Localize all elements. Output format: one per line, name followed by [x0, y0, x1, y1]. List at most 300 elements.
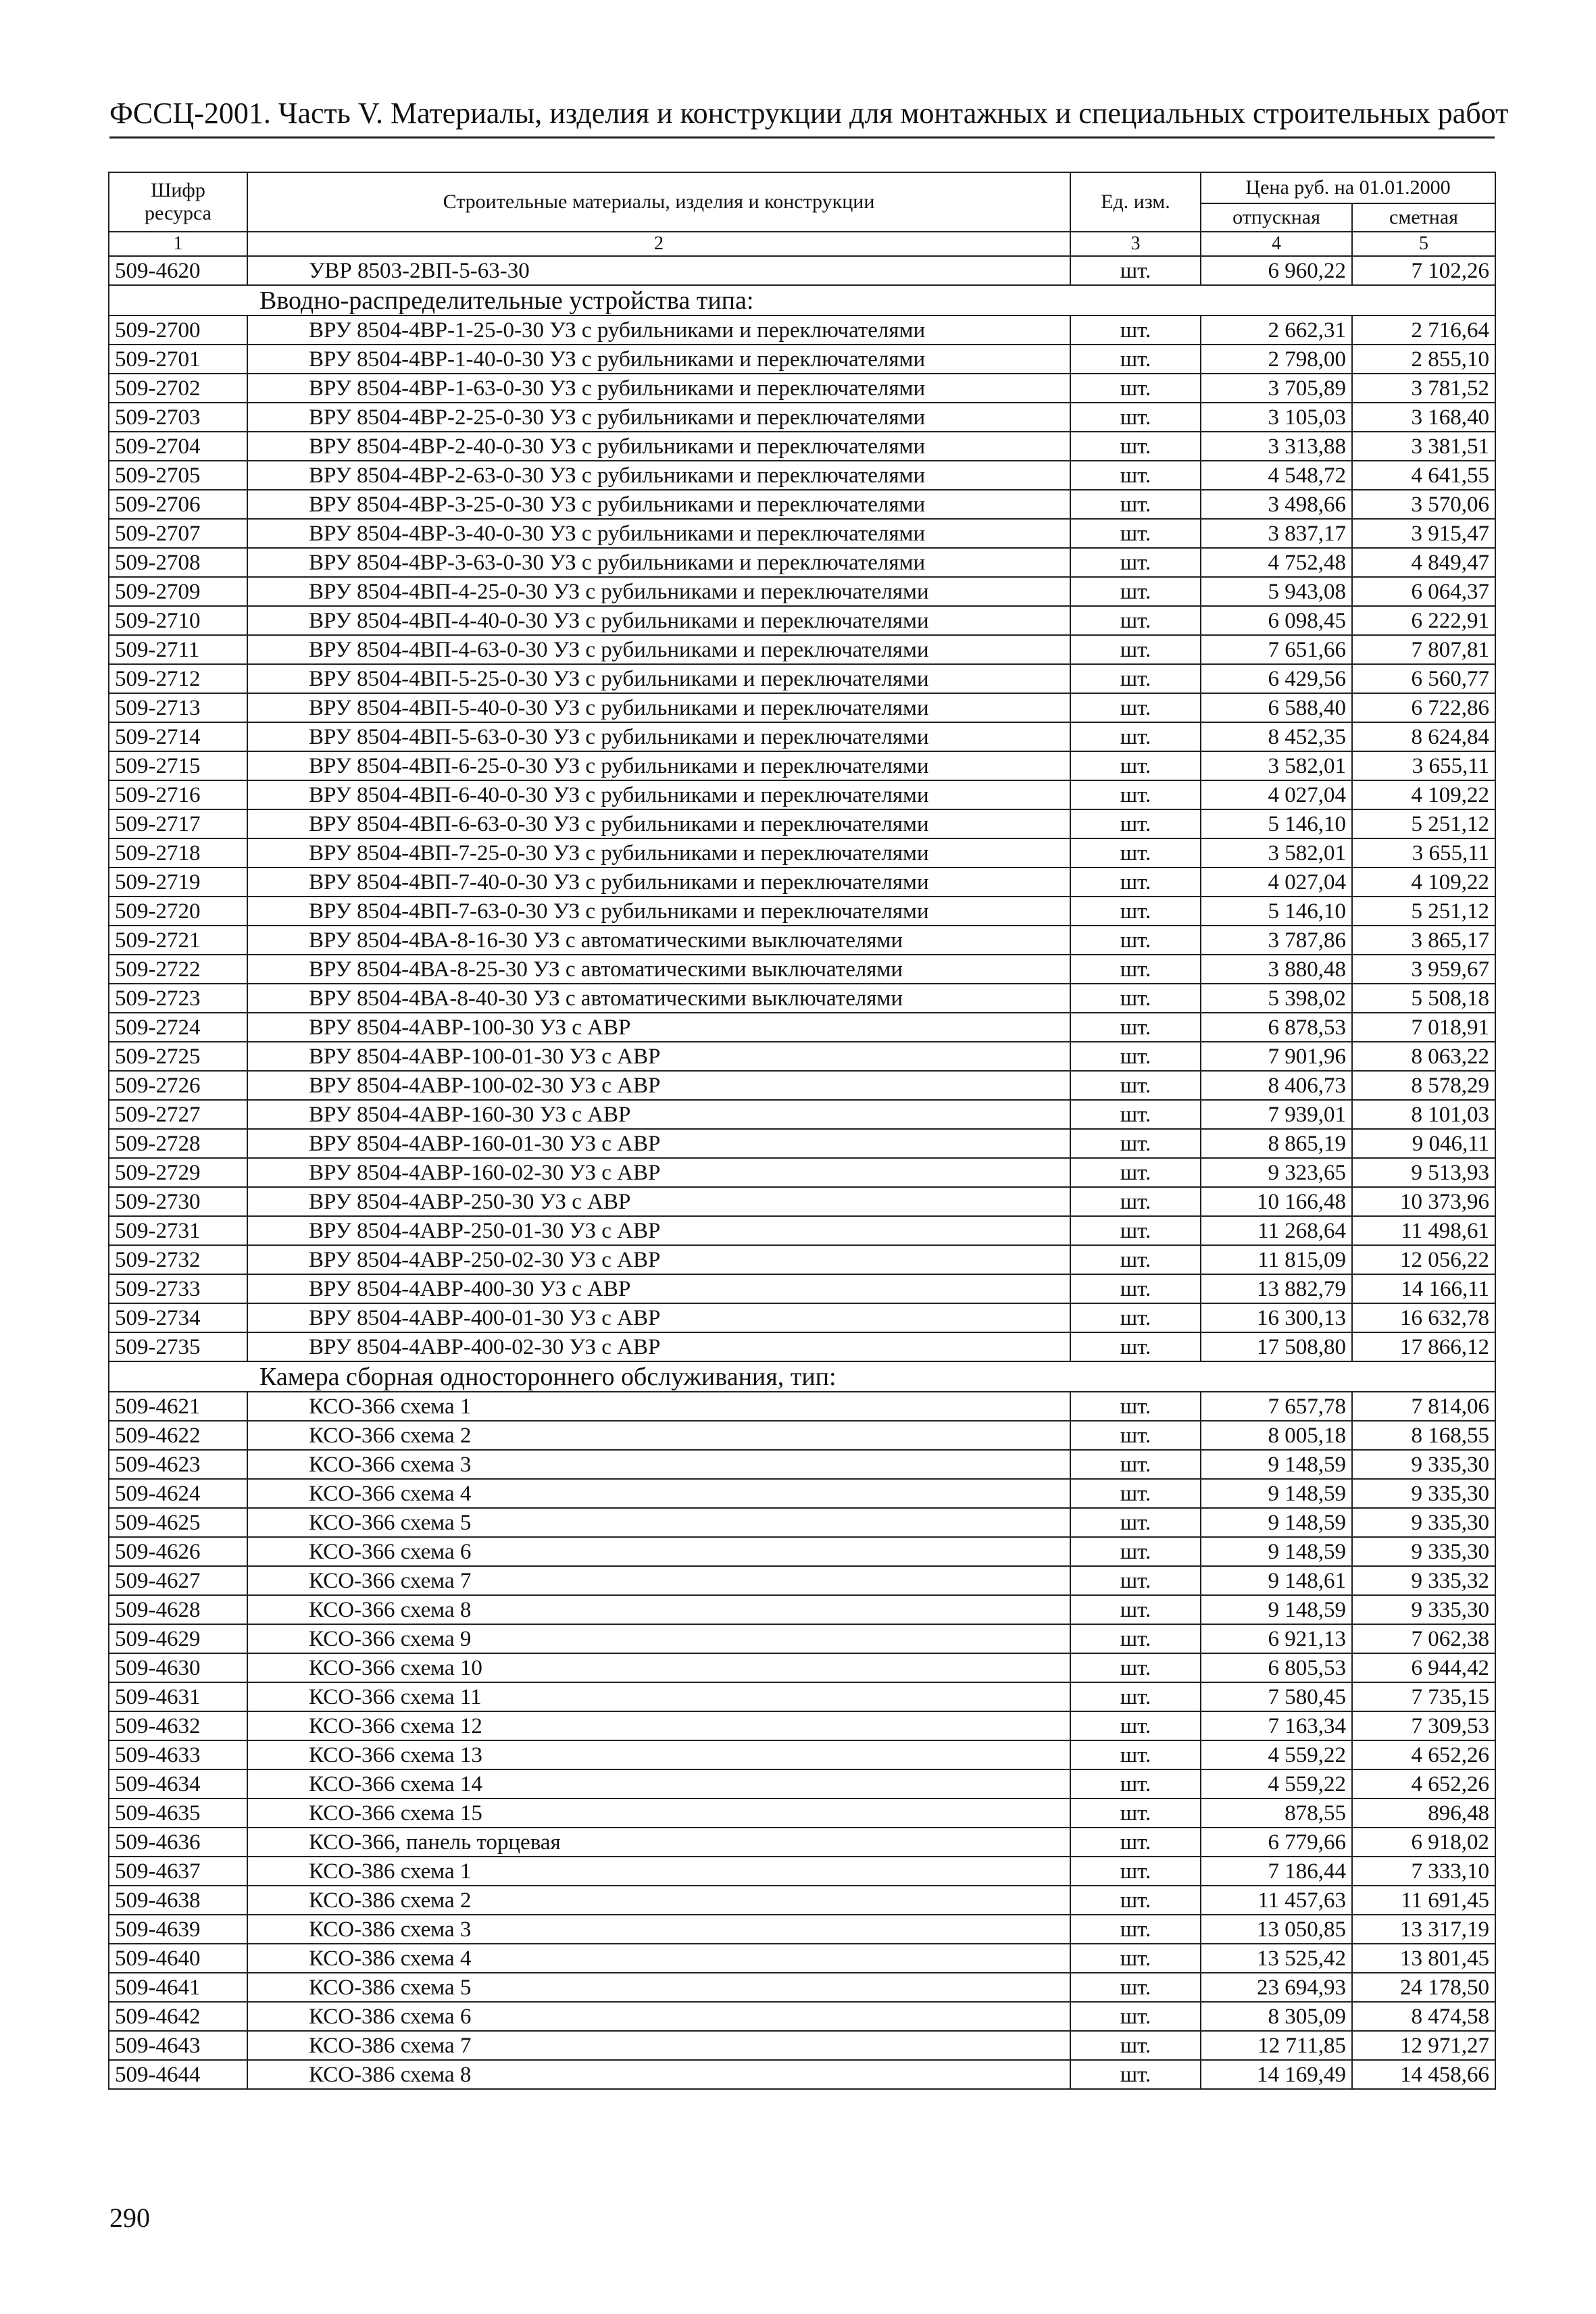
- unit-cell: шт.: [1070, 1158, 1201, 1187]
- unit-cell: шт.: [1070, 2060, 1201, 2089]
- release-price-cell: 3 313,88: [1201, 432, 1352, 461]
- resource-code-cell: 509-4635: [109, 1799, 247, 1828]
- release-price-cell: 13 882,79: [1201, 1274, 1352, 1303]
- release-price-cell: 3 837,17: [1201, 519, 1352, 548]
- release-price-cell: 16 300,13: [1201, 1303, 1352, 1332]
- resource-code-cell: 509-2721: [109, 926, 247, 955]
- unit-cell: шт.: [1070, 316, 1201, 345]
- release-price-cell: 4 559,22: [1201, 1769, 1352, 1799]
- resource-code-cell: 509-4636: [109, 1828, 247, 1857]
- table-row: [109, 1595, 1495, 1624]
- resource-code-cell: 509-4622: [109, 1421, 247, 1450]
- item-name-cell: КСО-366 схема 15: [247, 1799, 1070, 1828]
- resource-code-cell: 509-2734: [109, 1303, 247, 1332]
- resource-code-cell: 509-2706: [109, 490, 247, 519]
- estimate-price-cell: 14 166,11: [1352, 1274, 1495, 1303]
- estimate-price-cell: 10 373,96: [1352, 1187, 1495, 1216]
- release-price-cell: 2 798,00: [1201, 345, 1352, 374]
- unit-cell: шт.: [1070, 1042, 1201, 1071]
- item-name-cell: ВРУ 8504-4ВР-2-40-0-30 УЗ с рубильниками и переключателями: [247, 432, 1070, 461]
- group-heading-row: [109, 1361, 1495, 1392]
- unit-cell: шт.: [1070, 1450, 1201, 1479]
- resource-code-cell: 509-4639: [109, 1915, 247, 1944]
- resource-code-cell: 509-4629: [109, 1624, 247, 1653]
- item-name-cell: КСО-366 схема 12: [247, 1711, 1070, 1740]
- unit-cell: шт.: [1070, 809, 1201, 838]
- estimate-price-cell: 11 498,61: [1352, 1216, 1495, 1245]
- table-row: [109, 1187, 1495, 1216]
- item-name-cell: ВРУ 8504-4ВП-4-63-0-30 УЗ с рубильниками и переключателями: [247, 635, 1070, 664]
- item-name-cell: ВРУ 8504-4ВП-6-40-0-30 УЗ с рубильниками и переключателями: [247, 780, 1070, 809]
- unit-cell: шт.: [1070, 1740, 1201, 1769]
- release-price-cell: 13 525,42: [1201, 1944, 1352, 1973]
- unit-cell: шт.: [1070, 897, 1201, 926]
- item-name-cell: КСО-366 схема 8: [247, 1595, 1070, 1624]
- price-table: [108, 172, 1496, 2090]
- release-price-cell: 6 098,45: [1201, 606, 1352, 635]
- page-header: [109, 93, 1509, 139]
- release-price-cell: 3 880,48: [1201, 955, 1352, 984]
- item-name-cell: КСО-366 схема 1: [247, 1392, 1070, 1421]
- unit-cell: шт.: [1070, 256, 1201, 285]
- release-price-cell: 3 787,86: [1201, 926, 1352, 955]
- item-name-cell: ВРУ 8504-4ВР-2-25-0-30 УЗ с рубильниками и переключателями: [247, 403, 1070, 432]
- unit-cell: шт.: [1070, 432, 1201, 461]
- unit-cell: шт.: [1070, 1479, 1201, 1508]
- release-price-cell: 5 398,02: [1201, 984, 1352, 1013]
- unit-cell: шт.: [1070, 1711, 1201, 1740]
- release-price-cell: 4 559,22: [1201, 1740, 1352, 1769]
- unit-cell: шт.: [1070, 1303, 1201, 1332]
- item-name-cell: ВРУ 8504-4АВР-160-30 УЗ с АВР: [247, 1100, 1070, 1129]
- resource-code-cell: 509-2707: [109, 519, 247, 548]
- estimate-price-cell: 3 781,52: [1352, 374, 1495, 403]
- table-row: [109, 1799, 1495, 1828]
- item-name-cell: КСО-366 схема 5: [247, 1508, 1070, 1537]
- item-name-cell: КСО-386 схема 6: [247, 2002, 1070, 2031]
- resource-code-cell: 509-2716: [109, 780, 247, 809]
- release-price-cell: 11 815,09: [1201, 1245, 1352, 1274]
- release-price-cell: 7 657,78: [1201, 1392, 1352, 1421]
- item-name-cell: КСО-366, панель торцевая: [247, 1828, 1070, 1857]
- table-row: [109, 432, 1495, 461]
- estimate-price-cell: 9 335,32: [1352, 1566, 1495, 1595]
- estimate-price-cell: 4 849,47: [1352, 548, 1495, 577]
- resource-code-cell: 509-2725: [109, 1042, 247, 1071]
- table-row: [109, 722, 1495, 751]
- release-price-cell: 9 148,59: [1201, 1595, 1352, 1624]
- resource-code-cell: 509-2720: [109, 897, 247, 926]
- table-row: [109, 548, 1495, 577]
- table-row: [109, 867, 1495, 897]
- resource-code-cell: 509-2713: [109, 693, 247, 722]
- unit-cell: шт.: [1070, 1216, 1201, 1245]
- estimate-price-cell: 6 722,86: [1352, 693, 1495, 722]
- table-row: [109, 1158, 1495, 1187]
- resource-code-cell: 509-2733: [109, 1274, 247, 1303]
- table-row: [109, 519, 1495, 548]
- unit-cell: шт.: [1070, 751, 1201, 780]
- item-name-cell: КСО-386 схема 4: [247, 1944, 1070, 1973]
- table-row: [109, 1711, 1495, 1740]
- estimate-price-cell: 12 056,22: [1352, 1245, 1495, 1274]
- item-name-cell: КСО-366 схема 7: [247, 1566, 1070, 1595]
- unit-cell: шт.: [1070, 1624, 1201, 1653]
- item-name-cell: ВРУ 8504-4ВР-1-40-0-30 УЗ с рубильниками и переключателями: [247, 345, 1070, 374]
- estimate-price-cell: 11 691,45: [1352, 1886, 1495, 1915]
- table-row: [109, 751, 1495, 780]
- unit-cell: шт.: [1070, 722, 1201, 751]
- release-price-cell: 8 005,18: [1201, 1421, 1352, 1450]
- estimate-price-cell: 9 335,30: [1352, 1595, 1495, 1624]
- table-row: [109, 1392, 1495, 1421]
- estimate-price-cell: 8 063,22: [1352, 1042, 1495, 1071]
- table-row: [109, 1450, 1495, 1479]
- table-row: [109, 1421, 1495, 1450]
- release-price-cell: 4 027,04: [1201, 780, 1352, 809]
- resource-code-cell: 509-2719: [109, 867, 247, 897]
- item-name-cell: КСО-366 схема 4: [247, 1479, 1070, 1508]
- estimate-price-cell: 3 959,67: [1352, 955, 1495, 984]
- estimate-price-cell: 3 381,51: [1352, 432, 1495, 461]
- item-name-cell: ВРУ 8504-4АВР-250-30 УЗ с АВР: [247, 1187, 1070, 1216]
- estimate-price-cell: 4 641,55: [1352, 461, 1495, 490]
- estimate-price-cell: 7 018,91: [1352, 1013, 1495, 1042]
- resource-code-cell: 509-2717: [109, 809, 247, 838]
- estimate-price-cell: 7 102,26: [1352, 256, 1495, 285]
- unit-cell: шт.: [1070, 1274, 1201, 1303]
- resource-code-cell: 509-2723: [109, 984, 247, 1013]
- col-header-code: Шифр ресурса: [109, 172, 247, 232]
- unit-cell: шт.: [1070, 693, 1201, 722]
- resource-code-cell: 509-4644: [109, 2060, 247, 2089]
- item-name-cell: КСО-366 схема 6: [247, 1537, 1070, 1566]
- resource-code-cell: 509-2701: [109, 345, 247, 374]
- table-row: [109, 1537, 1495, 1566]
- release-price-cell: 6 805,53: [1201, 1653, 1352, 1682]
- table-row: [109, 1332, 1495, 1361]
- resource-code-cell: 509-4642: [109, 2002, 247, 2031]
- release-price-cell: 14 169,49: [1201, 2060, 1352, 2089]
- table-row: [109, 256, 1495, 285]
- resource-code-cell: 509-2710: [109, 606, 247, 635]
- unit-cell: шт.: [1070, 374, 1201, 403]
- resource-code-cell: 509-2704: [109, 432, 247, 461]
- release-price-cell: 4 752,48: [1201, 548, 1352, 577]
- resource-code-cell: 509-4631: [109, 1682, 247, 1711]
- estimate-price-cell: 6 560,77: [1352, 664, 1495, 693]
- estimate-price-cell: 13 317,19: [1352, 1915, 1495, 1944]
- estimate-price-cell: 8 168,55: [1352, 1421, 1495, 1450]
- resource-code-cell: 509-4637: [109, 1857, 247, 1886]
- table-row: [109, 809, 1495, 838]
- resource-code-cell: 509-2700: [109, 316, 247, 345]
- release-price-cell: 3 498,66: [1201, 490, 1352, 519]
- resource-code-cell: 509-2728: [109, 1129, 247, 1158]
- item-name-cell: КСО-366 схема 3: [247, 1450, 1070, 1479]
- table-row: [109, 1624, 1495, 1653]
- estimate-price-cell: 4 652,26: [1352, 1769, 1495, 1799]
- estimate-price-cell: 8 624,84: [1352, 722, 1495, 751]
- release-price-cell: 9 148,59: [1201, 1537, 1352, 1566]
- estimate-price-cell: 7 333,10: [1352, 1857, 1495, 1886]
- estimate-price-cell: 4 109,22: [1352, 867, 1495, 897]
- unit-cell: шт.: [1070, 664, 1201, 693]
- unit-cell: шт.: [1070, 984, 1201, 1013]
- resource-code-cell: 509-4643: [109, 2031, 247, 2060]
- release-price-cell: 5 943,08: [1201, 577, 1352, 606]
- table-row: [109, 693, 1495, 722]
- release-price-cell: 7 580,45: [1201, 1682, 1352, 1711]
- resource-code-cell: 509-2735: [109, 1332, 247, 1361]
- item-name-cell: ВРУ 8504-4ВП-5-63-0-30 УЗ с рубильниками и переключателями: [247, 722, 1070, 751]
- table-row: [109, 955, 1495, 984]
- release-price-cell: 3 582,01: [1201, 838, 1352, 867]
- release-price-cell: 13 050,85: [1201, 1915, 1352, 1944]
- unit-cell: шт.: [1070, 1129, 1201, 1158]
- estimate-price-cell: 5 251,12: [1352, 897, 1495, 926]
- item-name-cell: ВРУ 8504-4ВП-7-40-0-30 УЗ с рубильниками и переключателями: [247, 867, 1070, 897]
- unit-cell: шт.: [1070, 1682, 1201, 1711]
- item-name-cell: ВРУ 8504-4ВП-5-25-0-30 УЗ с рубильниками и переключателями: [247, 664, 1070, 693]
- release-price-cell: 11 457,63: [1201, 1886, 1352, 1915]
- page-number: 290: [109, 2203, 150, 2233]
- table-row: [109, 1566, 1495, 1595]
- resource-code-cell: 509-2702: [109, 374, 247, 403]
- unit-cell: шт.: [1070, 1828, 1201, 1857]
- item-name-cell: КСО-386 схема 3: [247, 1915, 1070, 1944]
- release-price-cell: 8 865,19: [1201, 1129, 1352, 1158]
- column-number: 2: [247, 232, 1070, 256]
- release-price-cell: 5 146,10: [1201, 809, 1352, 838]
- column-number: 4: [1201, 232, 1352, 256]
- estimate-price-cell: 6 918,02: [1352, 1828, 1495, 1857]
- table-row: [109, 897, 1495, 926]
- estimate-price-cell: 9 335,30: [1352, 1537, 1495, 1566]
- unit-cell: шт.: [1070, 1013, 1201, 1042]
- unit-cell: шт.: [1070, 1915, 1201, 1944]
- table-row: [109, 635, 1495, 664]
- table-row: [109, 1100, 1495, 1129]
- release-price-cell: 7 939,01: [1201, 1100, 1352, 1129]
- item-name-cell: ВРУ 8504-4АВР-100-30 УЗ с АВР: [247, 1013, 1070, 1042]
- release-price-cell: 10 166,48: [1201, 1187, 1352, 1216]
- unit-cell: шт.: [1070, 1508, 1201, 1537]
- estimate-price-cell: 3 655,11: [1352, 751, 1495, 780]
- col-header-estimate-price: сметная: [1352, 203, 1495, 232]
- estimate-price-cell: 6 222,91: [1352, 606, 1495, 635]
- release-price-cell: 6 779,66: [1201, 1828, 1352, 1857]
- table-row: [109, 403, 1495, 432]
- group-heading-row: [109, 285, 1495, 316]
- estimate-price-cell: 9 046,11: [1352, 1129, 1495, 1158]
- unit-cell: шт.: [1070, 1187, 1201, 1216]
- table-row: [109, 345, 1495, 374]
- resource-code-cell: 509-4638: [109, 1886, 247, 1915]
- table-row: [109, 780, 1495, 809]
- release-price-cell: 878,55: [1201, 1799, 1352, 1828]
- estimate-price-cell: 4 109,22: [1352, 780, 1495, 809]
- estimate-price-cell: 13 801,45: [1352, 1944, 1495, 1973]
- table-row: [109, 1303, 1495, 1332]
- table-row: [109, 1479, 1495, 1508]
- release-price-cell: 11 268,64: [1201, 1216, 1352, 1245]
- release-price-cell: 7 901,96: [1201, 1042, 1352, 1071]
- unit-cell: шт.: [1070, 1653, 1201, 1682]
- estimate-price-cell: 9 335,30: [1352, 1479, 1495, 1508]
- unit-cell: шт.: [1070, 1100, 1201, 1129]
- column-number: 3: [1070, 232, 1201, 256]
- estimate-price-cell: 2 716,64: [1352, 316, 1495, 345]
- resource-code-cell: 509-4623: [109, 1450, 247, 1479]
- unit-cell: шт.: [1070, 1332, 1201, 1361]
- table-row: [109, 2031, 1495, 2060]
- estimate-price-cell: 7 735,15: [1352, 1682, 1495, 1711]
- unit-cell: шт.: [1070, 1944, 1201, 1973]
- table-row: [109, 1274, 1495, 1303]
- item-name-cell: ВРУ 8504-4ВП-4-25-0-30 УЗ с рубильниками и переключателями: [247, 577, 1070, 606]
- item-name-cell: КСО-366 схема 2: [247, 1421, 1070, 1450]
- item-name-cell: ВРУ 8504-4ВП-6-63-0-30 УЗ с рубильниками и переключателями: [247, 809, 1070, 838]
- item-name-cell: КСО-386 схема 2: [247, 1886, 1070, 1915]
- estimate-price-cell: 6 944,42: [1352, 1653, 1495, 1682]
- table-row: [109, 1857, 1495, 1886]
- release-price-cell: 6 921,13: [1201, 1624, 1352, 1653]
- resource-code-cell: 509-4630: [109, 1653, 247, 1682]
- item-name-cell: ВРУ 8504-4АВР-100-02-30 УЗ с АВР: [247, 1071, 1070, 1100]
- group-heading: Камера сборная одностороннего обслуживания, тип:: [109, 1361, 1495, 1392]
- estimate-price-cell: 3 865,17: [1352, 926, 1495, 955]
- resource-code-cell: 509-2712: [109, 664, 247, 693]
- release-price-cell: 9 148,59: [1201, 1508, 1352, 1537]
- release-price-cell: 8 305,09: [1201, 2002, 1352, 2031]
- table-row: [109, 1013, 1495, 1042]
- release-price-cell: 3 705,89: [1201, 374, 1352, 403]
- resource-code-cell: 509-2709: [109, 577, 247, 606]
- page-title: ФССЦ-2001. Часть V. Материалы, изделия и конструкции для монтажных и специальных строительных работ: [109, 97, 1509, 130]
- unit-cell: шт.: [1070, 2031, 1201, 2060]
- table-row: [109, 1828, 1495, 1857]
- unit-cell: шт.: [1070, 577, 1201, 606]
- release-price-cell: 6 878,53: [1201, 1013, 1352, 1042]
- item-name-cell: ВРУ 8504-4АВР-400-01-30 УЗ с АВР: [247, 1303, 1070, 1332]
- release-price-cell: 9 148,61: [1201, 1566, 1352, 1595]
- table-row: [109, 374, 1495, 403]
- item-name-cell: ВРУ 8504-4ВА-8-40-30 УЗ с автоматическими выключателями: [247, 984, 1070, 1013]
- resource-code-cell: 509-2726: [109, 1071, 247, 1100]
- release-price-cell: 5 146,10: [1201, 897, 1352, 926]
- resource-code-cell: 509-4632: [109, 1711, 247, 1740]
- col-header-name: Строительные материалы, изделия и конструкции: [247, 172, 1070, 232]
- table-row: [109, 1973, 1495, 2002]
- resource-code-cell: 509-4627: [109, 1566, 247, 1595]
- item-name-cell: ВРУ 8504-4ВП-5-40-0-30 УЗ с рубильниками и переключателями: [247, 693, 1070, 722]
- release-price-cell: 9 148,59: [1201, 1479, 1352, 1508]
- table-row: [109, 1682, 1495, 1711]
- column-number: 5: [1352, 232, 1495, 256]
- unit-cell: шт.: [1070, 838, 1201, 867]
- estimate-price-cell: 3 570,06: [1352, 490, 1495, 519]
- release-price-cell: 9 148,59: [1201, 1450, 1352, 1479]
- resource-code-cell: 509-2727: [109, 1100, 247, 1129]
- estimate-price-cell: 16 632,78: [1352, 1303, 1495, 1332]
- item-name-cell: ВРУ 8504-4ВР-3-40-0-30 УЗ с рубильниками и переключателями: [247, 519, 1070, 548]
- item-name-cell: ВРУ 8504-4АВР-160-01-30 УЗ с АВР: [247, 1129, 1070, 1158]
- unit-cell: шт.: [1070, 1595, 1201, 1624]
- resource-code-cell: 509-2722: [109, 955, 247, 984]
- unit-cell: шт.: [1070, 1769, 1201, 1799]
- resource-code-cell: 509-4640: [109, 1944, 247, 1973]
- table-row: [109, 1245, 1495, 1274]
- item-name-cell: ВРУ 8504-4АВР-400-30 УЗ с АВР: [247, 1274, 1070, 1303]
- resource-code-cell: 509-2718: [109, 838, 247, 867]
- table-row: [109, 2002, 1495, 2031]
- resource-code-cell: 509-4633: [109, 1740, 247, 1769]
- estimate-price-cell: 12 971,27: [1352, 2031, 1495, 2060]
- item-name-cell: ВРУ 8504-4АВР-250-01-30 УЗ с АВР: [247, 1216, 1070, 1245]
- unit-cell: шт.: [1070, 461, 1201, 490]
- estimate-price-cell: 5 251,12: [1352, 809, 1495, 838]
- unit-cell: шт.: [1070, 1392, 1201, 1421]
- estimate-price-cell: 3 168,40: [1352, 403, 1495, 432]
- table-row: [109, 926, 1495, 955]
- resource-code-cell: 509-4625: [109, 1508, 247, 1537]
- release-price-cell: 2 662,31: [1201, 316, 1352, 345]
- table-row: [109, 1129, 1495, 1158]
- table-row: [109, 984, 1495, 1013]
- resource-code-cell: 509-4628: [109, 1595, 247, 1624]
- estimate-price-cell: 9 335,30: [1352, 1508, 1495, 1537]
- table-row: [109, 461, 1495, 490]
- item-name-cell: КСО-366 схема 10: [247, 1653, 1070, 1682]
- item-name-cell: ВРУ 8504-4АВР-160-02-30 УЗ с АВР: [247, 1158, 1070, 1187]
- unit-cell: шт.: [1070, 490, 1201, 519]
- resource-code-cell: 509-2731: [109, 1216, 247, 1245]
- table-body: [109, 256, 1495, 2089]
- resource-code-cell: 509-2703: [109, 403, 247, 432]
- table-row: [109, 1042, 1495, 1071]
- table-row: [109, 1071, 1495, 1100]
- column-number: 1: [109, 232, 247, 256]
- release-price-cell: 12 711,85: [1201, 2031, 1352, 2060]
- table-row: [109, 1944, 1495, 1973]
- resource-code-cell: 509-4634: [109, 1769, 247, 1799]
- unit-cell: шт.: [1070, 1857, 1201, 1886]
- release-price-cell: 6 429,56: [1201, 664, 1352, 693]
- unit-cell: шт.: [1070, 926, 1201, 955]
- estimate-price-cell: 896,48: [1352, 1799, 1495, 1828]
- item-name-cell: КСО-386 схема 5: [247, 1973, 1070, 2002]
- item-name-cell: ВРУ 8504-4ВП-7-25-0-30 УЗ с рубильниками и переключателями: [247, 838, 1070, 867]
- unit-cell: шт.: [1070, 1537, 1201, 1566]
- release-price-cell: 7 186,44: [1201, 1857, 1352, 1886]
- resource-code-cell: 509-4620: [109, 256, 247, 285]
- estimate-price-cell: 9 335,30: [1352, 1450, 1495, 1479]
- release-price-cell: 8 452,35: [1201, 722, 1352, 751]
- table-row: [109, 1508, 1495, 1537]
- release-price-cell: 6 588,40: [1201, 693, 1352, 722]
- resource-code-cell: 509-2711: [109, 635, 247, 664]
- unit-cell: шт.: [1070, 955, 1201, 984]
- estimate-price-cell: 9 513,93: [1352, 1158, 1495, 1187]
- release-price-cell: 4 548,72: [1201, 461, 1352, 490]
- unit-cell: шт.: [1070, 780, 1201, 809]
- table-row: [109, 664, 1495, 693]
- item-name-cell: КСО-386 схема 1: [247, 1857, 1070, 1886]
- item-name-cell: ВРУ 8504-4ВР-1-25-0-30 УЗ с рубильниками и переключателями: [247, 316, 1070, 345]
- resource-code-cell: 509-2732: [109, 1245, 247, 1274]
- estimate-price-cell: 24 178,50: [1352, 1973, 1495, 2002]
